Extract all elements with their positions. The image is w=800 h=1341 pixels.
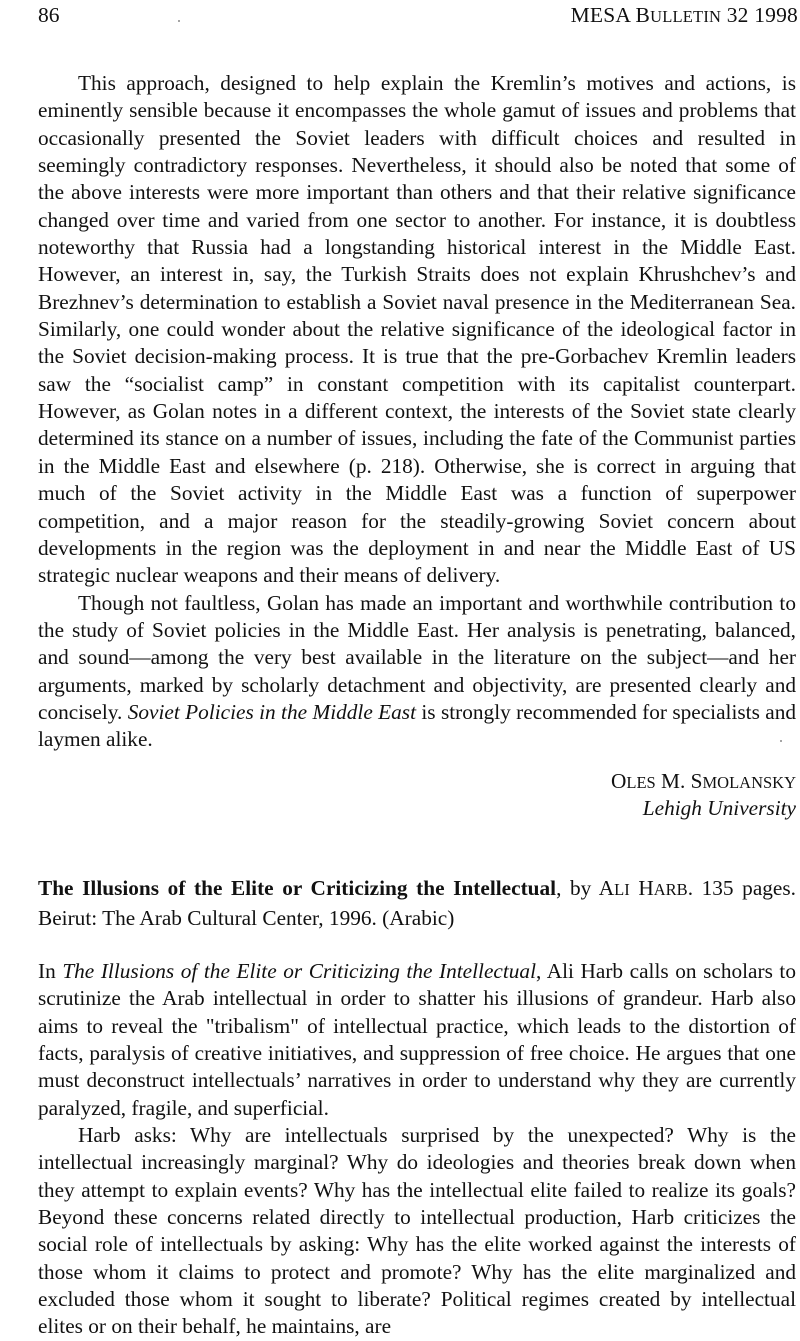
journal-name: MESA	[570, 3, 630, 27]
paragraph: In The Illusions of the Elite or Criticizing the Intellectual, Ali Harb calls on scholars to scrutinize the Arab intellectual in order to shatter his illusions of grandeur. Harb also aims to reveal the "tribalism" of intellectual practice, which leads to the distortion of facts, paralysis of creative initiatives, and suppression of free choice. He argues that one must deconstruct intellectuals’ narratives in order to understand why they are currently paralyzed, fragile, and superficial.	[38, 959, 797, 1120]
paragraph	[38, 590, 796, 754]
author-name: A	[598, 876, 615, 900]
reviewer-name: OLES M. SMOLANSKY	[610, 769, 796, 793]
reviewed-book-title: The Illusions of the Elite or Criticizing the Intellectual	[38, 876, 557, 900]
paragraph: Harb asks: Why are intellectuals surprised by the unexpected? Why is the intellectual increasingly marginal? Why do ideologies and theories break down when they attempt to explain events? Why has the intellectual elite failed to realize its goals? Beyond these concerns related directly to intellectual production, Harb criticizes the social role of intellectuals by asking: Why has the elite worked against the interests of those whom it claims to protect and promote? Why has the elite marginalized and excluded those whom it sought to liberate? Political regimes created by intellectual elites or on their behalf, he maintains, are	[38, 1123, 796, 1339]
review-heading: The Illusions of the Elite or Criticizing the Intellectual, by ALI HARB. 135 pages. Beirut: The Arab Cultural Center, 1996. (Arabic)	[38, 876, 796, 930]
scan-speck	[178, 20, 180, 22]
text-run: is strongly recommended for specialists and laymen alike.	[38, 699, 796, 752]
reviewer-affiliation: Lehigh University	[642, 796, 796, 820]
page-header	[38, 0, 800, 30]
running-head	[571, 0, 798, 32]
previous-review-conclusion	[38, 70, 796, 754]
book-title: The Illusions of the Elite or Criticizing the Intellectual	[62, 959, 536, 983]
paragraph: This approach, designed to help explain the Kremlin’s motives and actions, is eminently sensible because it encompasses the whole gamut of issues and problems that occasionally presented the Soviet leaders with difficult choices and resulted in seemingly contradictory responses. Nevertheless, it should also be noted that some of the above interests were more important than others and that their relative significance changed over time and varied from one sector to another. For instance, it is doubtless noteworthy that Russia had a longstanding historical interest in the Middle East. However, an interest in, say, the Turkish Straits does not explain Khrushchev’s and Brezhnev’s determination to establish a Soviet naval presence in the Mediterranean Sea. Similarly, one could wonder about the relative significance of the ideological factor in the Soviet decision-making process. It is true that the pre-Gorbachev Kremlin leaders saw the “socialist camp” in constant competition with its capitalist counterpart. However, as Golan notes in a different context, the interests of the Soviet state clearly determined its stance on a number of issues, including the fate of the Communist parties in the Middle East and elsewhere (p. 218). Otherwise, she is correct in arguing that much of the Soviet activity in the Middle East was a function of superpower competition, and a major reason for the steadily-growing Soviet concern about developments in the region was the deployment in and near the Middle East of US strategic nuclear weapons and their means of delivery.	[38, 71, 796, 588]
book-title: Soviet Policies in the Middle East	[127, 699, 417, 724]
volume-year: 32 1998	[726, 3, 798, 27]
page-number: 86	[38, 3, 60, 27]
publication-details: . 135 pages. Beirut: The Arab Cultural Center, 1996. (Arabic)	[38, 876, 796, 930]
new-review-body	[38, 958, 796, 1341]
bulletin-rest: ULLETIN	[650, 7, 722, 26]
text-run: Though not faultless, Golan has made an important and worthwhile contribution to the study of Soviet policies in the Middle East. Her analysis is penetrating, balanced, and sound—among the very best available in the literature on the subject—and her arguments, marked by scholarly detachment and objectivity, are presented clearly and concisely.	[38, 590, 796, 724]
bulletin-cap: B	[635, 3, 651, 27]
